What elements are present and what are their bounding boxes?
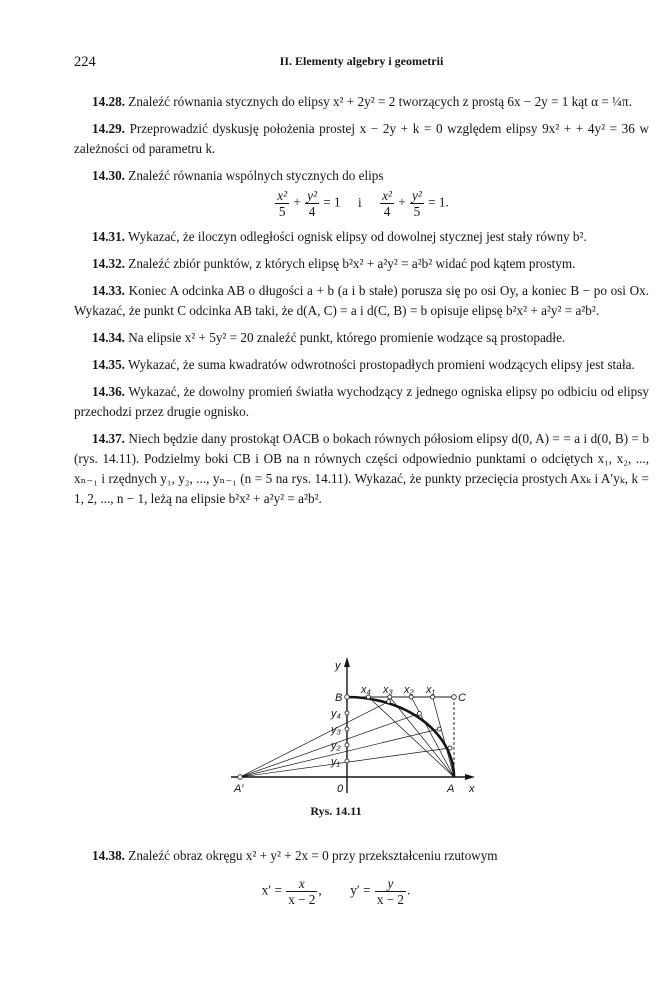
problem-14-36 xyxy=(74,382,649,422)
problem-text: Znaleźć równania stycznych do elipsy x² + 2y² = 2 tworzących z prostą 6x − 2y = 1 kąt α = ¼π. xyxy=(128,94,632,109)
problem-14-31 xyxy=(74,227,649,247)
conjunction: i xyxy=(358,194,362,210)
problem-list xyxy=(74,92,649,516)
projective-map-equation: x′ = $\frac{x}{x - 2}$ , y′ = $\frac{y}{x - 2}$ . xyxy=(261,876,411,907)
ellipse-arc xyxy=(347,697,454,777)
y-axis-arrow xyxy=(344,657,350,667)
label-y4: y₄ xyxy=(331,708,341,720)
label-A: A xyxy=(447,783,455,795)
problem-text: Koniec A odcinka AB o długości a + b (a i b stałe) porusza się po osi Oy, a koniec B − po osi Ox. Wykazać, że punkt C odcinka AB taki, że d(A, C) = a i d(C, B) = b opisuje elipsę b²x² + a²y² = a²b². xyxy=(74,283,649,318)
problem-14-34 xyxy=(74,328,649,348)
problem-number: 14.30. xyxy=(92,168,125,183)
problem-number: 14.38. xyxy=(92,848,125,863)
problem-text: Niech będzie dany prostokąt OACB o bokach równych półosiom elipsy d(0, A) = = a i d(0, B) = b (rys. 14.11). Podzielmy boki CB i OB na n równych części odpowiednio punktami o odciętych x₁, x₂, ..., xₙ₋₁ i rzędnych y₁, y₂, ..., yₙ₋₁ (n = 5 na rys. 14.11). Wykazać, że punkty przecięcia prostych Axₖ i A′yₖ, k = 1, 2, ..., n − 1, leżą na elipsie b²x² + a²y² = a²b². xyxy=(74,431,650,506)
problem-number: 14.32. xyxy=(92,256,125,271)
fraction: $\frac{\text{x²}}{5}$ xyxy=(277,188,288,219)
problem-number: 14.37. xyxy=(92,431,125,446)
label-x1: x₁ xyxy=(426,684,435,696)
label-y3: y₃ xyxy=(331,724,341,736)
label-y2: y₂ xyxy=(331,740,341,752)
problem-14-29 xyxy=(74,119,649,159)
problem-14-35 xyxy=(74,355,649,375)
label-C: C xyxy=(458,692,466,704)
problem-14-37 xyxy=(74,429,649,509)
running-title: II. Elementy algebry i geometrii xyxy=(279,54,444,68)
page-number: 224 xyxy=(74,54,96,70)
label-O: 0 xyxy=(337,783,344,795)
problem-number: 14.29. xyxy=(92,121,125,136)
fraction: $\frac{x}{x - 2}$ xyxy=(288,876,316,907)
label-y: y xyxy=(335,660,341,672)
problem-14-33 xyxy=(74,281,649,321)
problem-text: Znaleźć zbiór punktów, z których elipsę b²x² + a²y² = a²b² widać pod kątem prostym. xyxy=(128,256,576,271)
problem-number: 14.31. xyxy=(92,229,125,244)
problem-text: Na elipsie x² + 5y² = 20 znaleźć punkt, którego promienie wodzące są prostopadłe. xyxy=(128,330,566,345)
problem-text: Znaleźć obraz okręgu x² + y² + 2x = 0 przy przekształceniu rzutowym xyxy=(128,848,498,863)
label-x: x xyxy=(469,783,475,795)
fraction: $\frac{\text{y²}}{4}$ xyxy=(307,188,317,219)
problem-number: 14.35. xyxy=(92,357,125,372)
fraction: $\frac{\text{x²}}{4}$ xyxy=(382,188,392,219)
problem-14-38 xyxy=(74,846,649,866)
problem-text: Znaleźć równania wspólnych stycznych do elips xyxy=(128,168,384,183)
label-x4: x₄ xyxy=(361,684,371,696)
label-x2: x₂ xyxy=(404,684,414,696)
label-B: B xyxy=(335,692,343,704)
problem-text: Przeprowadzić dyskusję położenia prostej x − 2y + k = 0 względem elipsy 9x² + + 4y² = 36 w zależności od parametru k. xyxy=(74,121,649,156)
x-axis-arrow xyxy=(465,774,475,780)
problem-number: 14.28. xyxy=(92,94,125,109)
problem-number: 14.34. xyxy=(92,330,125,345)
label-x3: x₃ xyxy=(383,684,393,696)
problem-text: Wykazać, że dowolny promień światła wychodzący z jednego ogniska elipsy po odbiciu od elipsy przechodzi przez drugie ognisko. xyxy=(74,384,649,419)
running-header xyxy=(74,54,649,74)
problem-number: 14.33. xyxy=(92,283,125,298)
label-y1: y₁ xyxy=(331,756,340,768)
fraction: $\frac{\text{y²}}{5}$ xyxy=(411,188,422,219)
problem-text: Wykazać, że iloczyn odległości ognisk elipsy od dowolnej stycznej jest stały równy b². xyxy=(128,229,587,244)
problem-text: Wykazać, że suma kwadratów odwrotności prostopadłych promieni wodzących elipsy jest stała. xyxy=(128,357,635,372)
problem-14-32 xyxy=(74,254,649,274)
problem-14-30 xyxy=(74,166,649,186)
label-A-prime: A′ xyxy=(234,783,244,795)
figure-caption: Rys. 14.11 xyxy=(310,804,362,818)
ellipses-equation: $\frac{\text{x²}}{5}$ + $\frac{\text{y²}}{4}$ = 1 i $\frac{\text{x²}}{4}$ + $\frac{\text{y²}}{5}$ = 1. xyxy=(277,188,449,219)
problem-14-28 xyxy=(74,92,649,112)
problem-number: 14.36. xyxy=(92,384,125,399)
fraction: $\frac{y}{x - 2}$ xyxy=(376,876,405,907)
figure-14-11 xyxy=(225,655,487,800)
